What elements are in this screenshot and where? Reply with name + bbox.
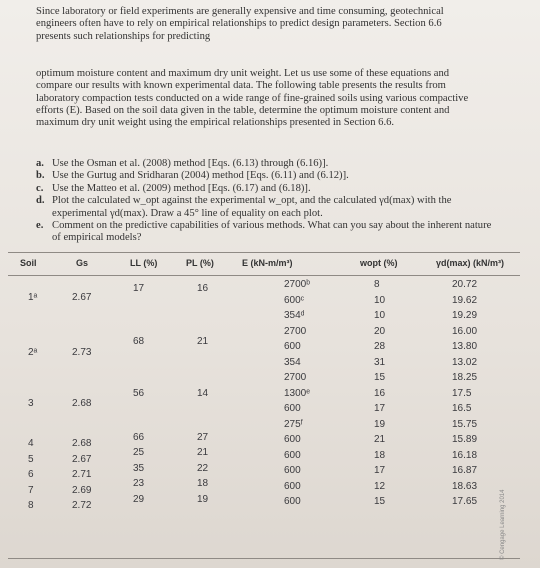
wopt-cell: 18 (374, 449, 386, 461)
problem-item: e. Comment on the predictive capabilities of various methods. What can you say about the inherent nature of empirical models? (36, 220, 492, 244)
ll-cell: 66 (133, 431, 145, 443)
soil-cell: 5 (28, 453, 34, 465)
soil-cell: 6 (28, 469, 34, 480)
pl-cell: 21 (197, 335, 209, 347)
pl-cell: 22 (197, 462, 209, 474)
ll-cell: 29 (133, 493, 145, 505)
problem-items (36, 158, 496, 245)
problem-item: a. Use the Osman et al. (2008) method [Eqs. (6.13) through (6.16)]. (36, 158, 329, 169)
gs-cell: 2.68 (72, 397, 92, 409)
ll-cell: 68 (133, 335, 145, 347)
gdmax-cell: 20.72 (452, 279, 478, 290)
soil-cell: 1ᵃ (28, 292, 38, 304)
gs-cell: 2.67 (72, 292, 92, 304)
soil-cell: 2ᵃ (28, 346, 38, 358)
wopt-cell: 15 (374, 496, 386, 507)
gdmax-cell: 16.18 (452, 449, 478, 461)
gdmax-cell: 17.65 (452, 496, 478, 507)
gdmax-cell: 15.89 (452, 434, 478, 445)
e-cell: 1300ᵉ (284, 387, 310, 399)
gs-cell: 2.72 (72, 500, 92, 511)
problem-item: c. Use the Matteo et al. (2009) method [Eqs. (6.17) and (6.18)]. (36, 182, 311, 194)
pl-cell: 14 (197, 388, 209, 400)
e-cell: 600 (284, 434, 301, 445)
header-gdmax: γd(max) (kN/m³) (436, 258, 505, 268)
e-cell: 600ᶜ (284, 294, 305, 306)
table-header (0, 258, 540, 272)
soil-cell: 7 (28, 484, 34, 496)
e-cell: 2700ᵇ (284, 279, 311, 290)
gdmax-cell: 17.5 (452, 387, 472, 399)
e-cell: 275ᶠ (284, 418, 303, 430)
e-cell: 600 (284, 480, 301, 492)
gdmax-cell: 16.5 (452, 403, 472, 414)
header-rule (8, 275, 520, 276)
ll-cell: 35 (133, 462, 145, 474)
wopt-cell: 28 (374, 341, 386, 352)
gs-cell: 2.69 (72, 484, 92, 496)
e-cell: 600 (284, 403, 301, 414)
intro-paragraph: Since laboratory or field experiments are generally expensive and time consuming, geotechnical engineers often have to rely on empirical relationships to predict design parameters. Section 6.6 presents such relationships for predicting (36, 6, 444, 42)
wopt-cell: 12 (374, 480, 386, 492)
ll-cell: 25 (133, 447, 145, 459)
ll-cell: 56 (133, 388, 145, 400)
problem-item: d. Plot the calculated w_opt against the experimental w_opt, and the calculated γd(max) with the experimental γd(max). Draw a 45° line of equality on each plot. (36, 195, 452, 219)
pl-cell: 21 (197, 447, 209, 459)
wopt-cell: 10 (374, 310, 386, 321)
pl-cell: 16 (197, 283, 209, 294)
e-cell: 600 (284, 341, 301, 352)
gdmax-cell: 15.75 (452, 418, 478, 430)
wopt-cell: 17 (374, 403, 386, 414)
gdmax-cell: 16.87 (452, 465, 478, 476)
e-cell: 600 (284, 496, 301, 507)
gdmax-cell: 19.62 (452, 294, 478, 306)
soil-cell: 3 (28, 397, 34, 409)
e-cell: 354 (284, 356, 301, 368)
e-cell: 354ᵈ (284, 310, 305, 321)
ll-cell: 23 (133, 478, 145, 490)
gdmax-cell: 16.00 (452, 325, 478, 337)
gdmax-cell: 18.63 (452, 480, 478, 492)
wopt-cell: 15 (374, 372, 386, 383)
e-cell: 600 (284, 465, 301, 476)
ll-cell: 17 (133, 283, 145, 294)
pl-cell: 27 (197, 431, 209, 443)
header-soil: Soil (20, 258, 37, 268)
gdmax-cell: 13.02 (452, 356, 478, 368)
table-top-rule (8, 252, 520, 253)
wopt-cell: 31 (374, 356, 386, 368)
header-wopt: wopt (%) (360, 258, 398, 268)
e-cell: 2700 (284, 325, 307, 337)
problem-paragraph: optimum moisture content and maximum dry unit weight. Let us use some of these equations and compare our results with known experimental data. The following table presents the results from laboratory compaction tests conducted on a wide range of fine-grained soils using various compactive efforts (E). Based on the soil data given in the table, determine the optimum moisture content and maximum dry unit weight using the empirical relationships presented in Section 6.6. (36, 68, 469, 129)
copyright-credit: © Cengage Learning 2014 (500, 489, 506, 560)
header-pl: PL (%) (186, 258, 214, 268)
problem-item: b. Use the Gurtug and Sridharan (2004) method [Eqs. (6.11) and (6.12)]. (36, 170, 349, 182)
header-e: E (kN-m/m³) (242, 258, 293, 268)
wopt-cell: 10 (374, 294, 386, 306)
table-bottom-rule (8, 558, 520, 559)
e-cell: 600 (284, 449, 301, 461)
gs-cell: 2.68 (72, 438, 92, 449)
header-gs: Gs (76, 258, 89, 268)
soil-cell: 8 (28, 500, 34, 511)
wopt-cell: 16 (374, 387, 386, 399)
wopt-cell: 19 (374, 418, 386, 430)
gdmax-cell: 18.25 (452, 372, 478, 383)
e-cell: 2700 (284, 372, 307, 383)
gs-cell: 2.73 (72, 346, 92, 358)
gs-cell: 2.71 (72, 469, 92, 480)
wopt-cell: 17 (374, 465, 386, 476)
wopt-cell: 8 (374, 279, 380, 290)
gdmax-cell: 19.29 (452, 310, 478, 321)
wopt-cell: 20 (374, 325, 386, 337)
pl-cell: 18 (197, 478, 209, 490)
gdmax-cell: 13.80 (452, 341, 478, 352)
pl-cell: 19 (197, 493, 209, 505)
header-ll: LL (%) (130, 258, 158, 268)
soil-cell: 4 (28, 438, 34, 449)
gs-cell: 2.67 (72, 453, 92, 465)
wopt-cell: 21 (374, 434, 386, 445)
